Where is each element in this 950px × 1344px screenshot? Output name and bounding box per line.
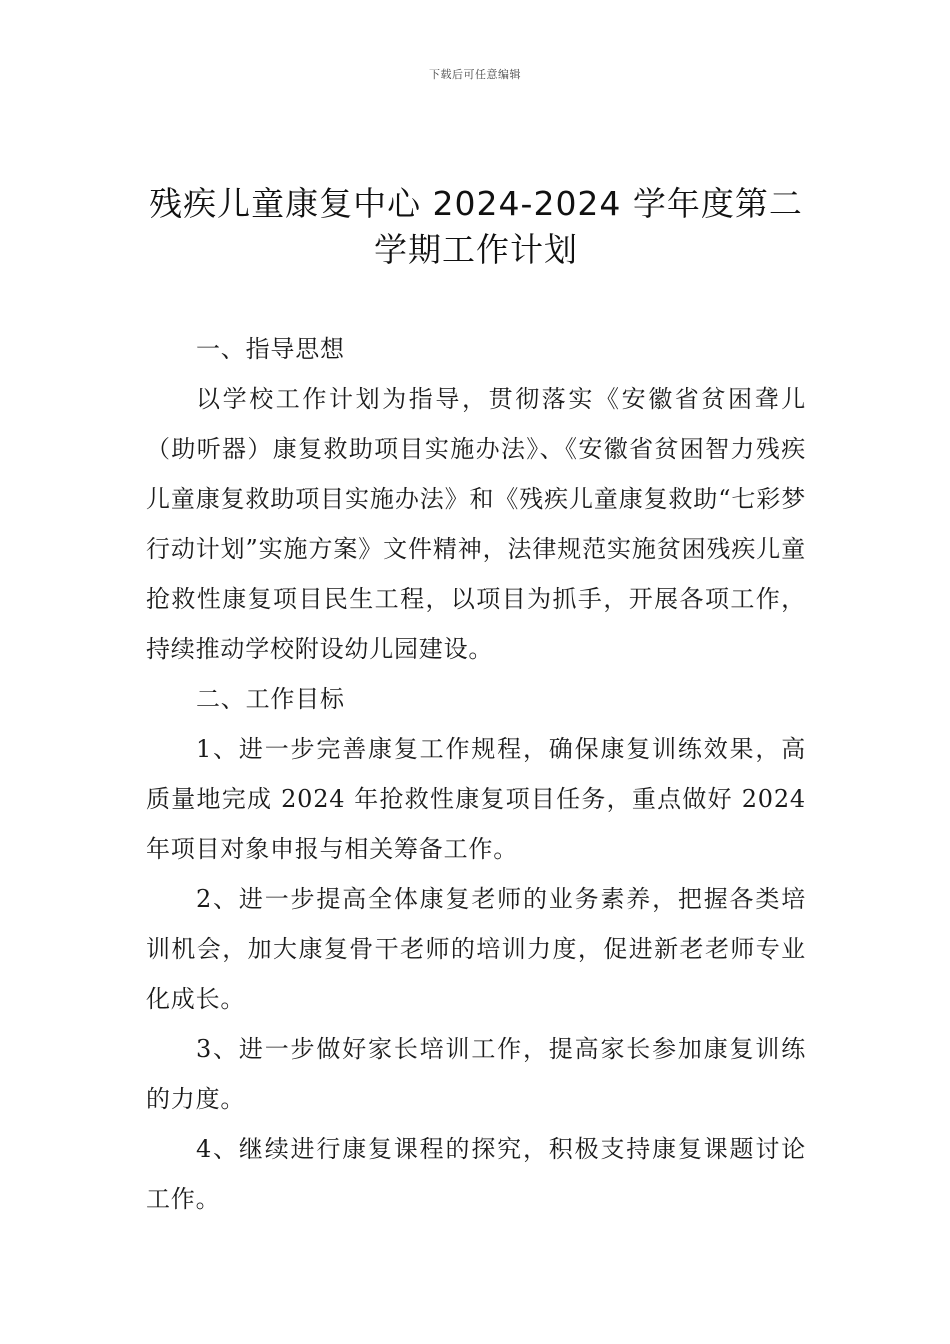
paragraph-goal-3: 3、进一步做好家长培训工作，提高家长参加康复训练的力度。: [146, 1035, 806, 1113]
paragraph-guiding-ideology: 以学校工作计划为指导，贯彻落实《安徽省贫困聋儿（助听器）康复救助项目实施办法》、《安徽省贫困智力残疾儿童康复救助项目实施办法》和《残疾儿童康复救助“七彩梦行动计划”实施方案》文件精神，法律规范实施贫困残疾儿童抢救性康复项目民生工程，以项目为抓手，开展各项工作，持续推动学校附设幼儿园建设。: [146, 385, 806, 663]
paragraph-goal-2: 2、进一步提高全体康复老师的业务素养，把握各类培训机会，加大康复骨干老师的培训力度，促进新老老师专业化成长。: [146, 885, 806, 1013]
document-title-line-1: 残疾儿童康复中心 2024-2024 学年度第二: [149, 184, 803, 223]
section-heading-work-goals: 二、工作目标: [196, 685, 345, 713]
header-note: 下载后可任意编辑: [429, 68, 521, 81]
document-title-line-2: 学期工作计划: [374, 230, 578, 269]
paragraph-goal-4: 4、继续进行康复课程的探究，积极支持康复课题讨论工作。: [146, 1135, 806, 1213]
section-heading-guiding-ideology: 一、指导思想: [196, 335, 345, 363]
paragraph-goal-1: 1、进一步完善康复工作规程，确保康复训练效果，高质量地完成 2024 年抢救性康复项目任务，重点做好 2024 年项目对象申报与相关筹备工作。: [146, 735, 806, 863]
document-body: [146, 324, 806, 1224]
